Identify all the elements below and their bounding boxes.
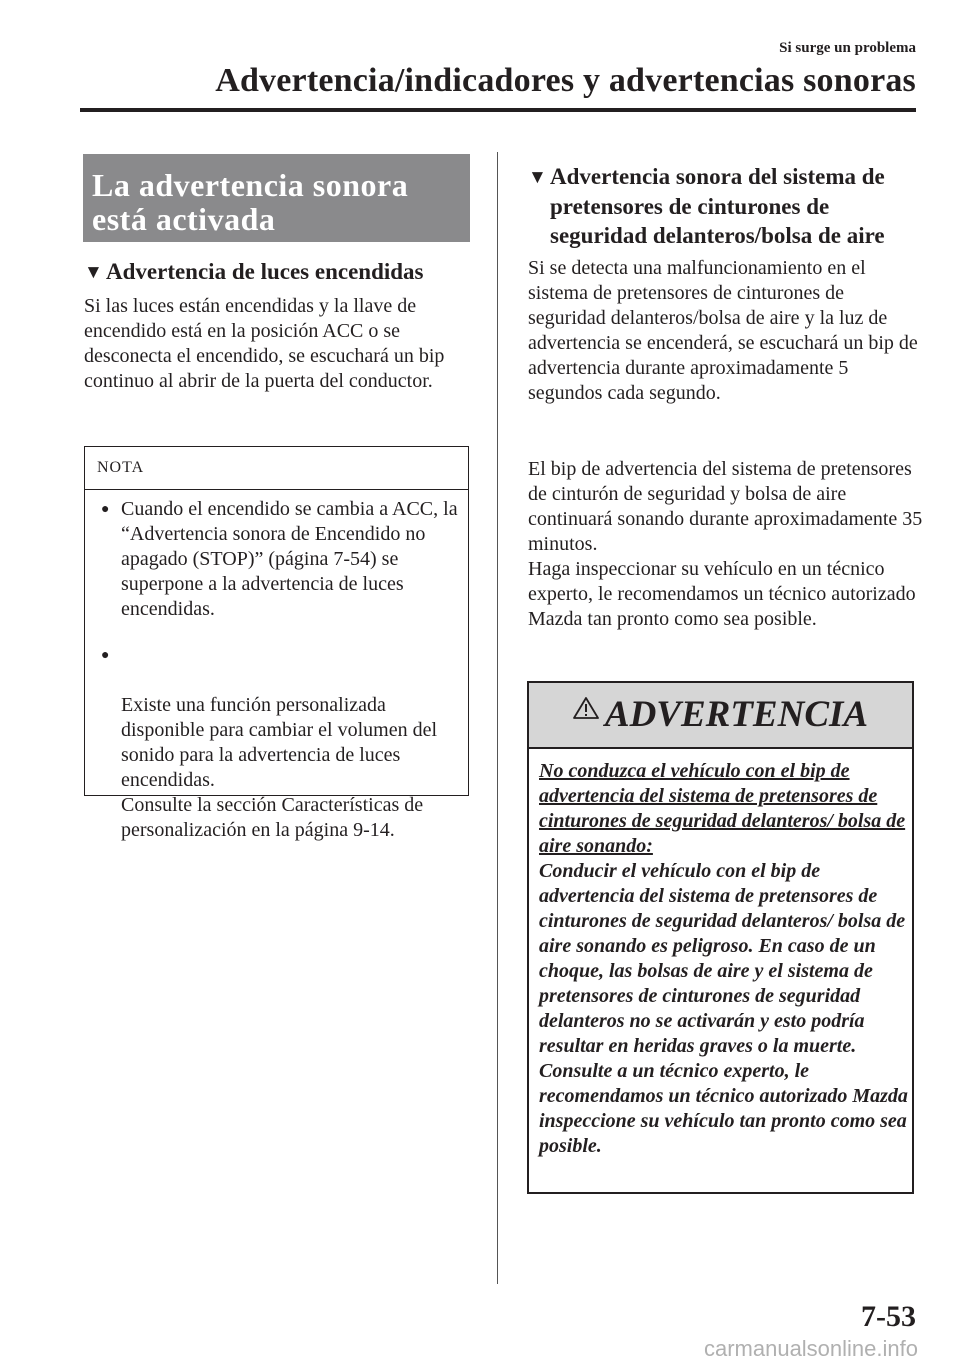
running-header-title: Advertencia/indicadores y advertencias sonoras xyxy=(215,62,916,99)
subheading-line: pretensores de cinturones de xyxy=(550,194,830,219)
bullet-icon: ● xyxy=(101,502,110,517)
warning-headline: No conduzca el vehículo con el bip de advertencia del sistema de pretensores de cinturones de seguridad delanteros/ bolsa de aire sonando: xyxy=(539,760,906,857)
section-title-banner: La advertencia sonora está activada xyxy=(83,154,470,242)
note-item-text: Existe una función personalizada disponible para cambiar el volumen del sonido para la advertencia de luces encendidas. Consulte la sección Características de personalización en la página 9-14. xyxy=(121,694,438,841)
page-number: 7-53 xyxy=(861,1300,916,1333)
note-item xyxy=(101,497,461,622)
note-box xyxy=(84,446,469,841)
footer-watermark: carmanualsonline.info xyxy=(703,1336,918,1361)
note-item xyxy=(101,643,461,843)
warning-header xyxy=(529,683,912,749)
warning-title: ADVERTENCIA xyxy=(604,694,869,735)
column-divider xyxy=(497,152,498,1284)
warning-triangle-icon xyxy=(573,696,599,725)
warning-box xyxy=(527,681,914,1194)
header-rule xyxy=(80,108,916,112)
running-header-section: Si surge un problema xyxy=(779,40,916,56)
note-divider xyxy=(85,489,468,490)
paragraph-bip-duracion: El bip de advertencia del sistema de pretensores de cinturón de seguridad y bolsa de aire continuará sonando durante aproximadamente 35 minutos. Haga inspeccionar su vehículo en un técnico experto, le recomendamos un técnico autorizado Mazda tan pronto como sea posible. xyxy=(528,458,923,630)
warning-text: Conducir el vehículo con el bip de advertencia del sistema de pretensores de cinturones de seguridad delanteros/ bolsa de aire sonando es peligroso. En caso de un choque, las bolsas de aire y el sistema de pretensores de cinturones de seguridad delanteros no se activarán y esto podría resultar en heridas graves o la muerte. Consulte a un técnico experto, le recomendamos un técnico autorizado Mazda inspeccione su vehículo tan pronto como sea posible. xyxy=(539,860,908,1157)
subheading-text: Advertencia de luces encendidas xyxy=(106,259,424,284)
subheading-line: seguridad delanteros/bolsa de aire xyxy=(550,223,885,248)
note-item-text: Cuando el encendido se cambia a ACC, la “Advertencia sonora de Encendido no apagado (STOP)” (página 7-54) se superpone a la advertencia de luces encendidas. xyxy=(121,498,458,620)
note-title: NOTA xyxy=(97,459,145,476)
bullet-icon: ● xyxy=(101,648,110,663)
warning-body xyxy=(539,759,911,1159)
subheading-luces-encendidas xyxy=(84,257,424,287)
subheading-pretensores xyxy=(528,162,923,250)
paragraph-luces: Si las luces están encendidas y la llave de encendido está en la posición ACC o se desconecta el encendido, se escuchará un bip continuo al abrir de la puerta del conductor. xyxy=(84,295,445,392)
triangle-down-icon: ▼ xyxy=(528,167,547,188)
subheading-line: Advertencia sonora del sistema de xyxy=(550,164,885,189)
paragraph-malfuncionamiento: Si se detecta una malfuncionamiento en el sistema de pretensores de cinturones de seguridad delanteros/bolsa de aire y la luz de advertencia se encenderá, se escuchará un bip de advertencia durante aproximadamente 5 segundos cada segundo. xyxy=(528,257,918,404)
triangle-down-icon: ▼ xyxy=(84,262,103,283)
